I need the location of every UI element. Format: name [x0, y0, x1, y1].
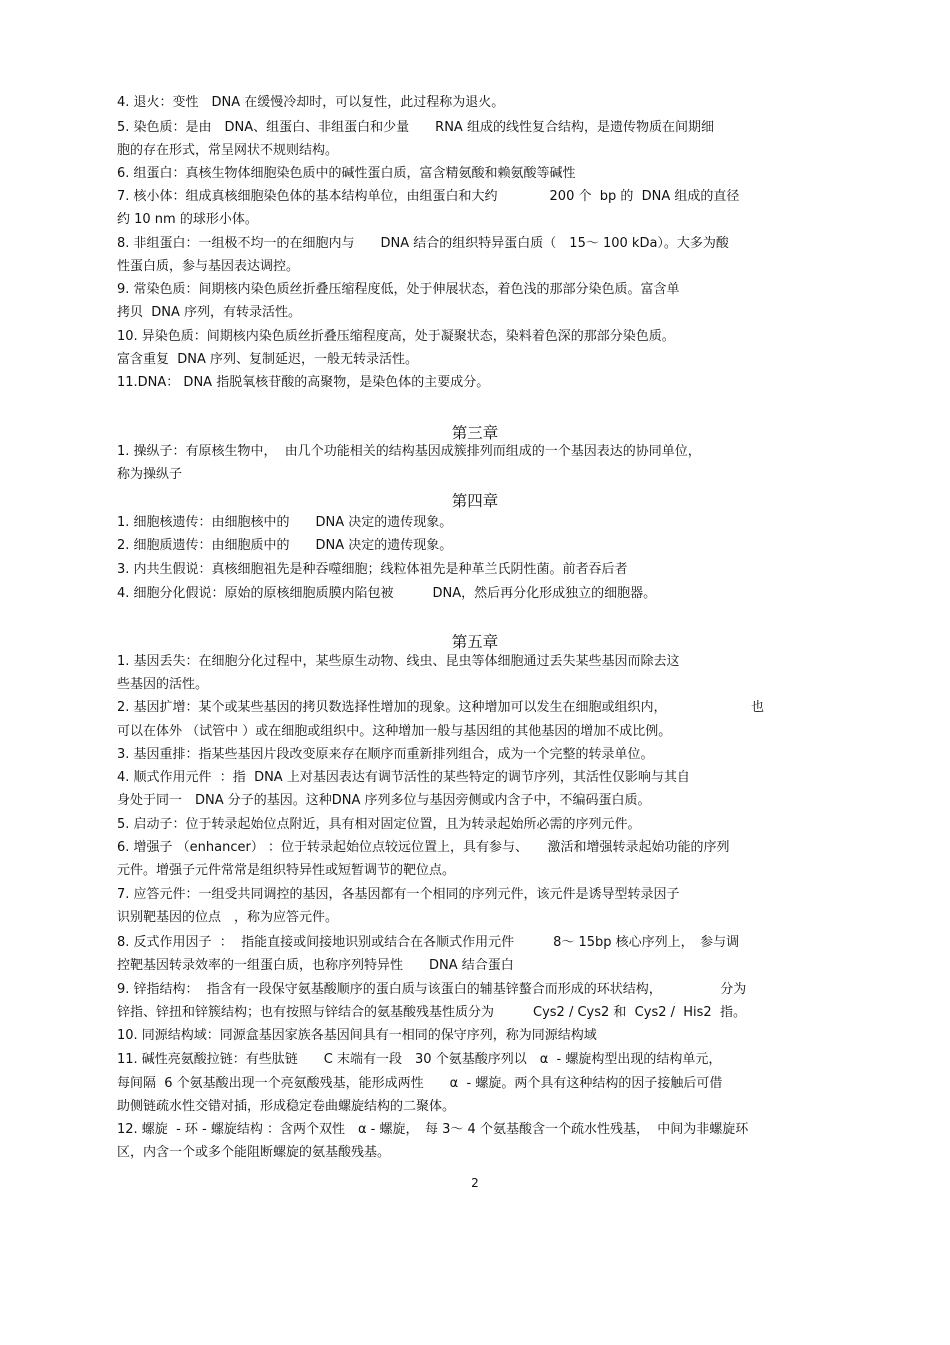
text-line: 11. 碱性亮氨酸拉链：有些肽链 C 末端有一段 30 个氨基酸序列以 α - 螺旋构型出现的结构单元， [117, 1052, 722, 1067]
chapter-title: 第四章 [451, 492, 499, 510]
text-line: 些基因的活性。 [117, 677, 209, 692]
text-line: 8. 反式作用因子 ： 指能直接或间接地识别或结合在各顺式作用元件 8～ 15bp 核心序列上， 参与调 [117, 935, 740, 950]
text-line: 7. 应答元件：一组受共同调控的基因，各基因都有一个相同的序列元件，该元件是诱导型转录因子 [117, 887, 680, 902]
chapter-title: 第五章 [451, 633, 499, 651]
text-line: 3. 基因重排：指某些基因片段改变原来存在顺序而重新排列组合，成为一个完整的转录单位。 [117, 747, 654, 762]
text-line: 1. 操纵子：有原核生物中， 由几个功能相关的结构基因成簇排列而组成的一个基因表达的协同单位， [117, 444, 701, 459]
text-line: 10. 同源结构域：同源盒基因家族各基因间具有一相同的保守序列，称为同源结构域 [117, 1028, 597, 1043]
text-line: 拷贝 DNA 序列，有转录活性。 [117, 305, 302, 320]
text-line: 助侧链疏水性交错对插，形成稳定卷曲螺旋结构的二聚体。 [117, 1099, 456, 1114]
text-line: 锌指、锌扭和锌簇结构；也有按照与锌结合的氨基酸残基性质分为 Cys2 / Cys2 和 Cys2 / His2 指。 [117, 1005, 746, 1020]
page-number: 2 [471, 1176, 479, 1190]
text-line: 4. 退火：变性 DNA 在缓慢冷却时，可以复性，此过程称为退火。 [117, 95, 505, 110]
text-line: 2. 基因扩增：某个或某些基因的拷贝数选择性增加的现象。这种增加可以发生在细胞或组织内， 也 [117, 700, 765, 715]
text-line: 6. 增强子 （enhancer） ：位于转录起始位点较远位置上，具有参与、 激活和增强转录起始功能的序列 [117, 840, 730, 855]
text-line: 可以在体外 （试管中 ）或在细胞或组织中。这种增加一般与基因组的其他基因的增加不成比例。 [117, 724, 672, 739]
text-line: 9. 常染色质：间期核内染色质丝折叠压缩程度低，处于伸展状态，着色浅的那部分染色质。富含单 [117, 282, 680, 297]
chapter-title: 第三章 [451, 424, 499, 442]
text-line: 4. 顺式作用元件 ：指 DNA 上对基因表达有调节活性的某些特定的调节序列，其活性仅影响与其自 [117, 770, 690, 785]
text-line: 1. 细胞核遗传：由细胞核中的 DNA 决定的遗传现象。 [117, 515, 453, 530]
text-line: 7. 核小体：组成真核细胞染色体的基本结构单位，由组蛋白和大约 200 个 bp 的 DNA 组成的直径 [117, 189, 740, 204]
text-line: 身处于同一 DNA 分子的基因。这种DNA 序列多位与基因旁侧或内含子中，不编码蛋白质。 [117, 793, 651, 808]
text-line: 2. 细胞质遗传：由细胞质中的 DNA 决定的遗传现象。 [117, 538, 453, 553]
text-line: 9. 锌指结构： 指含有一段保守氨基酸顺序的蛋白质与该蛋白的辅基锌螯合而形成的环状结构， 分为 [117, 982, 747, 997]
text-line: 12. 螺旋 - 环 - 螺旋结构 ：含两个双性 α - 螺旋， 每 3～ 4 个氨基酸含一个疏水性残基， 中间为非螺旋环 [117, 1122, 749, 1137]
text-line: 称为操纵子 [117, 467, 183, 482]
text-line: 1. 基因丢失：在细胞分化过程中，某些原生动物、线虫、昆虫等体细胞通过丢失某些基因而除去这 [117, 654, 680, 669]
text-line: 性蛋白质，参与基因表达调控。 [117, 259, 300, 274]
text-line: 每间隔 6 个氨基酸出现一个亮氨酸残基，能形成两性 α - 螺旋。两个具有这种结构的因子接触后可借 [117, 1076, 723, 1091]
text-line: 元件。增强子元件常常是组织特异性或短暂调节的靶位点。 [117, 863, 456, 878]
text-line: 3. 内共生假说：真核细胞祖先是种吞噬细胞；线粒体祖先是种革兰氏阴性菌。前者吞后者 [117, 562, 628, 577]
text-line: 4. 细胞分化假说：原始的原核细胞质膜内陷包被 DNA，然后再分化形成独立的细胞器。 [117, 586, 657, 601]
text-line: 胞的存在形式，常呈网状不规则结构。 [117, 143, 339, 158]
text-line: 识别靶基因的位点 ，称为应答元件。 [117, 910, 339, 925]
text-line: 8. 非组蛋白：一组极不均一的在细胞内与 DNA 结合的组织特异蛋白质（ 15～ 100 kDa）。大多为酸 [117, 236, 729, 251]
text-line: 5. 染色质：是由 DNA、组蛋白、非组蛋白和少量 RNA 组成的线性复合结构，是遗传物质在间期细 [117, 120, 714, 135]
text-line: 约 10 nm 的球形小体。 [117, 212, 258, 227]
text-line: 5. 启动子：位于转录起始位点附近，具有相对固定位置，且为转录起始所必需的序列元件。 [117, 817, 641, 832]
text-line: 11.DNA： DNA 指脱氧核苷酸的高聚物，是染色体的主要成分。 [117, 375, 490, 390]
text-line: 10. 异染色质：间期核内染色质丝折叠压缩程度高，处于凝聚状态，染料着色深的那部分染色质。 [117, 329, 675, 344]
text-line: 6. 组蛋白：真核生物体细胞染色质中的碱性蛋白质，富含精氨酸和赖氨酸等碱性 [117, 166, 576, 181]
text-line: 区，内含一个或多个能阻断螺旋的氨基酸残基。 [117, 1145, 391, 1160]
text-line: 控靶基因转录效率的一组蛋白质，也称序列特异性 DNA 结合蛋白 [117, 958, 514, 973]
text-line: 富含重复 DNA 序列、复制延迟，一般无转录活性。 [117, 352, 419, 367]
